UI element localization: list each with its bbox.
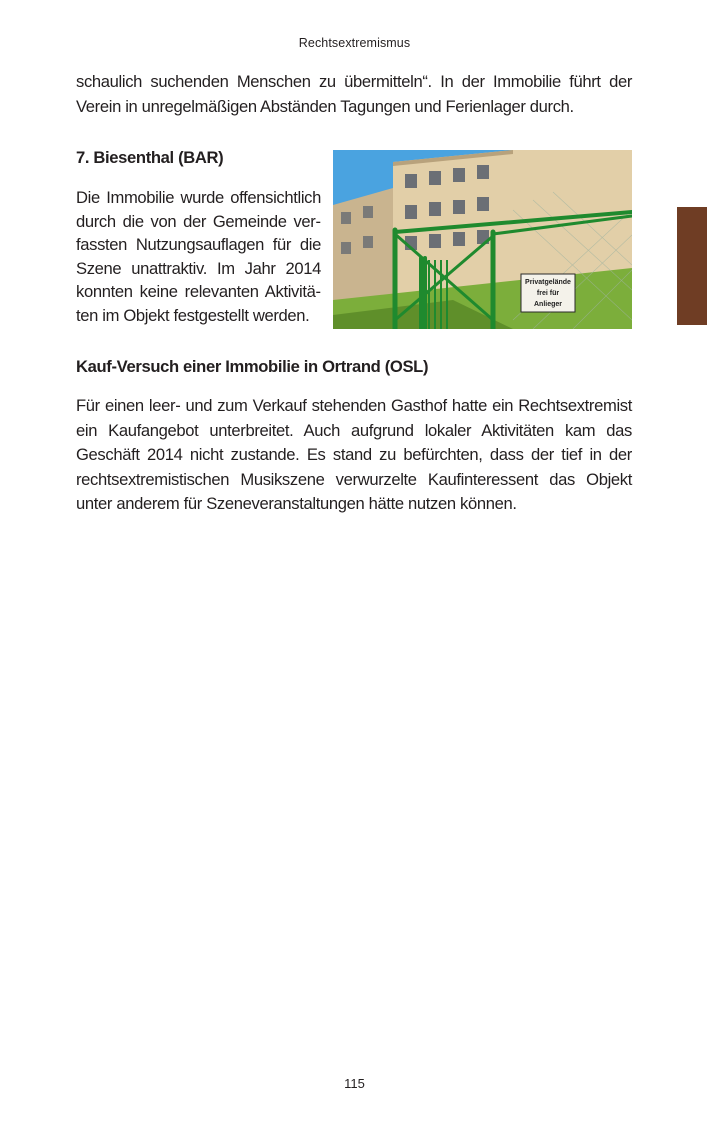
- subsection-title: Kauf-Versuch einer Immobilie in Ortrand (OSL): [76, 357, 429, 376]
- running-head: Rechtsextremismus: [298, 36, 411, 50]
- section-paragraph: Die Immobilie wurde offensichtlich durch die von der Gemeinde verfassten Nutzungsauflagen für die Szene unattraktiv. Im Jahr 2014 konnten keine relevanten Aktivitäten im Objekt festgestellt werden.: [76, 188, 321, 325]
- building-photo: [333, 150, 632, 329]
- building-photo-illustration: [333, 150, 632, 329]
- sign-line-3: Anlieger: [533, 301, 563, 308]
- sign-line-1: Privatgelände: [525, 279, 571, 286]
- page-number: 115: [344, 1076, 365, 1091]
- sign-line-2: frei für: [536, 290, 560, 297]
- intro-paragraph: schaulich suchenden Menschen zu übermitteln“. In der Immobilie führt der Verein in unregelmäßigen Abständen Tagungen und Ferienlager durch.: [76, 72, 632, 116]
- section-title: 7. Biesenthal (BAR): [76, 148, 224, 167]
- chapter-thumb-tab: [677, 207, 707, 325]
- subsection-paragraph: Für einen leer- und zum Verkauf stehenden Gasthof hatte ein Rechtsextremist ein Kaufangebot unterbreitet. Auch aufgrund lokaler Aktivitäten kam das Geschäft 2014 nicht zustande. Es stand zu befürchten, dass der tief in der rechtsextremistischen Musikszene verwurzelte Kaufinteressent das Objekt unter anderem für Szeneveranstaltungen hätte nutzen können.: [76, 396, 632, 513]
